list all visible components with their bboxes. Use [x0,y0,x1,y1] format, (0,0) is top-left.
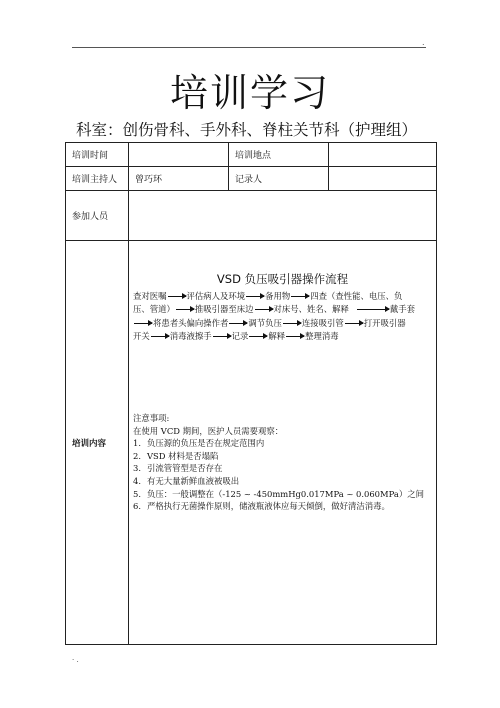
flow-step: 推吸引器至床边 [194,304,254,315]
content-label-text: 培训内容 [72,438,107,449]
flow-step: 压、管道） [133,304,175,315]
host-value: 曾巧环 [129,167,229,191]
train-time-label: 培训时间 [66,143,129,167]
train-place-value [329,143,437,167]
flow-line-1 [133,290,425,303]
note-item [133,437,429,450]
row-time-place [66,143,437,167]
flow-step: 评估病人及环境 [186,291,246,301]
arrow-right-icon [176,309,194,310]
train-time-value [129,143,229,167]
arrow-right-icon [357,309,389,310]
page-title: 培训学习 [169,71,330,115]
note-text: 负压源的负压是否在规定范围内 [147,438,265,449]
note-number: 1. [133,438,141,449]
arrow-right-icon [168,296,186,297]
arrow-right-icon [134,323,152,324]
flow-step: 连接吸引管 [301,317,344,328]
flow-step: 开关 [133,331,150,342]
note-item [133,488,429,501]
note-text: 引流管管型是否存在 [147,463,223,474]
arrow-right-icon [213,336,231,337]
flow-step: 备用物 [265,291,291,301]
flow-line-4 [133,330,425,343]
flow-diagram [133,290,425,344]
flow-step: 四查（查性能、电压、负 [310,291,403,301]
row-host-recorder [66,167,437,191]
note-number: 4. [133,475,141,486]
note-number: 6. [133,501,141,512]
note-number: 5. [133,488,141,499]
arrow-right-icon [151,336,169,337]
arrow-right-icon [229,323,247,324]
note-number: 2. [133,450,141,461]
recorder-value [329,167,437,191]
note-item [133,500,429,513]
row-participants [66,191,437,241]
flow-step: 查对医嘱 [133,291,167,301]
note-text: 负压：一般调整在（-125 ~ -450mmHg0.017MPa ~ 0.060MPa）之间 [147,488,424,499]
arrow-right-icon [283,323,301,324]
arrow-right-icon [255,309,273,310]
arrow-right-icon [249,336,267,337]
department-line: 科室：创伤骨科、手外科、脊柱关节科（护理组） [76,121,418,139]
header-mark: . [422,38,425,47]
recorder-label: 记录人 [229,167,329,191]
flow-title: VSD 负压吸引器操作流程 [216,272,349,286]
notes-intro: 在使用 VCD 期间，医护人员需要观察： [133,425,284,436]
row-content [66,241,437,645]
note-item [133,450,429,463]
host-label: 培训主持人 [66,167,129,191]
arrow-right-icon [246,296,264,297]
footer-mark: · . [72,656,79,664]
content-label [66,241,129,645]
flow-step: 戴手套 [389,304,415,315]
train-place-label: 培训地点 [229,143,329,167]
training-form-table [65,142,437,645]
note-item [133,462,429,475]
note-text: 有无大量新鲜血液被吸出 [147,475,240,486]
flow-step: 整理消毒 [305,331,339,342]
flow-step: 打开吸引器 [363,317,406,328]
note-item [133,475,429,488]
flow-step: 记录 [231,331,249,342]
flow-step: 调节负压 [248,317,282,328]
flow-step: 解释 [268,331,286,342]
arrow-right-icon [286,336,304,337]
participants-label: 参加人员 [66,191,129,241]
flow-step: 消毒液擦手 [169,331,212,342]
notes-section [133,412,429,513]
flow-step: 将患者头偏向操作者 [153,317,229,328]
note-text: 严格执行无菌操作原则，储液瓶液体应每天倾倒，做好清洁消毒。 [147,501,390,512]
notes-title: 注意事项: [133,413,170,423]
participants-value [129,191,437,241]
flow-line-3 [133,317,425,330]
arrow-right-icon [291,296,309,297]
note-text: VSD 材料是否塌陷 [147,450,219,461]
arrow-right-icon [345,323,363,324]
flow-step: 对床号、姓名、解释 [273,304,349,315]
note-number: 3. [133,463,141,474]
flow-line-2 [133,303,425,316]
content-cell [129,241,437,645]
header-rule [72,47,426,48]
